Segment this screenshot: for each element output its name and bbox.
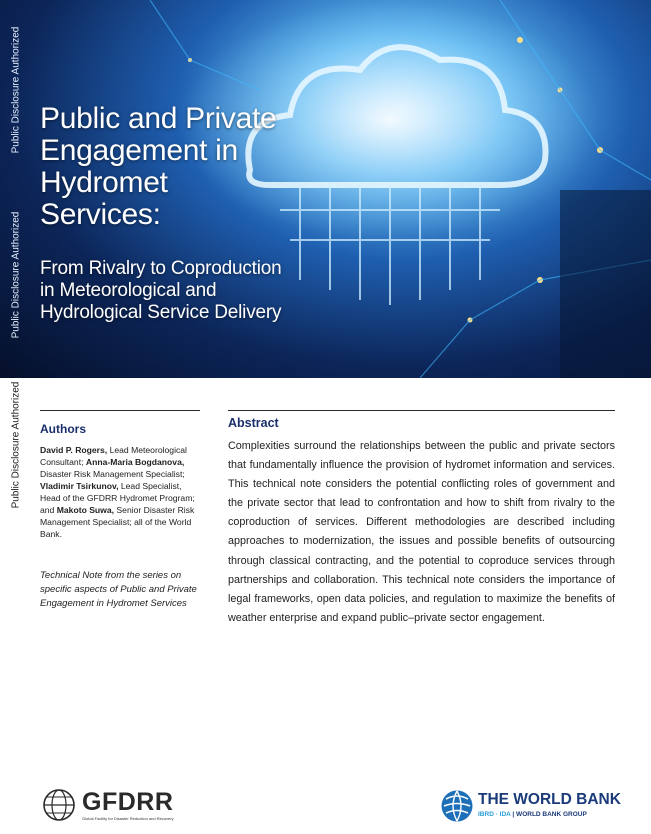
title-line: Public and Private — [40, 102, 277, 135]
author-name: Vladimir Tsirkunov, — [40, 481, 119, 491]
disclosure-margin — [0, 0, 30, 834]
subtitle-line: Hydrological Service Delivery — [40, 302, 282, 323]
world-bank-subtitle — [478, 811, 587, 818]
authors-section — [40, 410, 200, 540]
abstract-heading: Abstract — [228, 416, 279, 430]
author-name: Makoto Suwa, — [56, 505, 115, 515]
cover-subtitle — [40, 258, 350, 324]
author-role: Senior Disaster Risk Management Specialist; all of the World Bank. — [40, 505, 195, 539]
cover-title — [40, 103, 340, 231]
authors-list — [40, 444, 200, 540]
globe-icon — [42, 788, 76, 822]
gfdrr-name: GFDRR — [82, 788, 174, 816]
abstract-body: Complexities surround the relationships between the public and private sectors that fundamentally influence the provision of hydromet information and services. This technical note considers the potential conflicting roles of government and the private sector that lead to confrontation and how to shift from rivalry to the coproduction of services. Different methodologies are described including approaches to modernization, the issues and possible benefits of outsourcing through classical contracting, and the potential to coproduce services through partnerships and collaboration. This technical note considers the importance of legal frameworks, open data policies, and regulation to maximize the benefits of weather enterprise and expand public–private sector engagement. — [228, 440, 615, 624]
abstract-section — [228, 410, 615, 628]
subtitle-line: in Meteorological and — [40, 280, 217, 301]
wbg-label: | WORLD BANK GROUP — [510, 811, 587, 818]
gfdrr-subtitle: Global Facility for Disaster Reduction and Recovery — [82, 816, 174, 821]
author-name: Anna-Maria Bogdanova, — [85, 457, 185, 467]
subtitle-line: From Rivalry to Coproduction — [40, 258, 282, 279]
world-bank-name: THE WORLD BANK — [478, 791, 621, 808]
series-note: Technical Note from the series on specific aspects of Public and Private Engagement in Hydromet Services — [40, 570, 197, 609]
ibrd-ida-label: IBRD · IDA — [478, 811, 511, 818]
disclosure-label: Public Disclosure Authorized — [10, 381, 22, 509]
author-role: Disaster Risk Management Specialist; — [40, 469, 185, 479]
world-bank-globe-icon — [440, 789, 474, 823]
gfdrr-logo — [42, 786, 192, 826]
world-bank-logo — [440, 788, 620, 828]
title-line: Hydromet — [40, 166, 168, 199]
author-role: Lead Specialist, Head of the GFDRR Hydromet Program; and — [40, 481, 195, 515]
authors-heading: Authors — [40, 422, 86, 436]
disclosure-label: Public Disclosure Authorized — [10, 211, 22, 339]
title-line: Services: — [40, 198, 161, 231]
author-role: Lead Meteorological Consultant; — [40, 445, 187, 467]
author-name: David P. Rogers, — [40, 445, 108, 455]
title-line: Engagement in — [40, 134, 238, 167]
disclosure-label: Public Disclosure Authorized — [10, 26, 22, 154]
